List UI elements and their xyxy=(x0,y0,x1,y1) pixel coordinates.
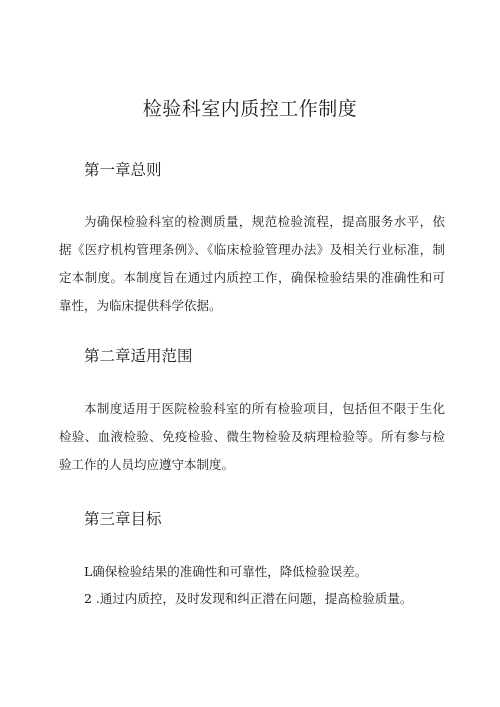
section-heading-general: 第一章总则 xyxy=(84,161,162,179)
document-title: 检验科室内质控工作制度 xyxy=(142,98,358,120)
goal-list-item: 2 .通过内质控，及时发现和纠正潜在问题，提高检验质量。 xyxy=(84,591,413,606)
goal-list-item: L确保检验结果的准确性和可靠性，降低检验误差。 xyxy=(84,564,368,579)
section-heading-scope: 第二章适用范围 xyxy=(84,347,193,365)
section-heading-goals: 第三章目标 xyxy=(84,510,162,528)
section-body-scope: 本制度适用于医院检验科室的所有检验项目，包括但不限于生化检验、血液检验、免疫检验、微生物检验及病理检验等。所有参与检验工作的人员均应遵守本制度。 xyxy=(59,401,445,472)
section-body-general: 为确保检验科室的检测质量，规范检验流程，提高服务水平，依据《医疗机构管理条例》、《临床检验管理办法》及相关行业标准，制定本制度。本制度旨在通过内质控工作，确保检验结果的准确性和可靠性，为临床提供科学依据。 xyxy=(59,214,445,313)
